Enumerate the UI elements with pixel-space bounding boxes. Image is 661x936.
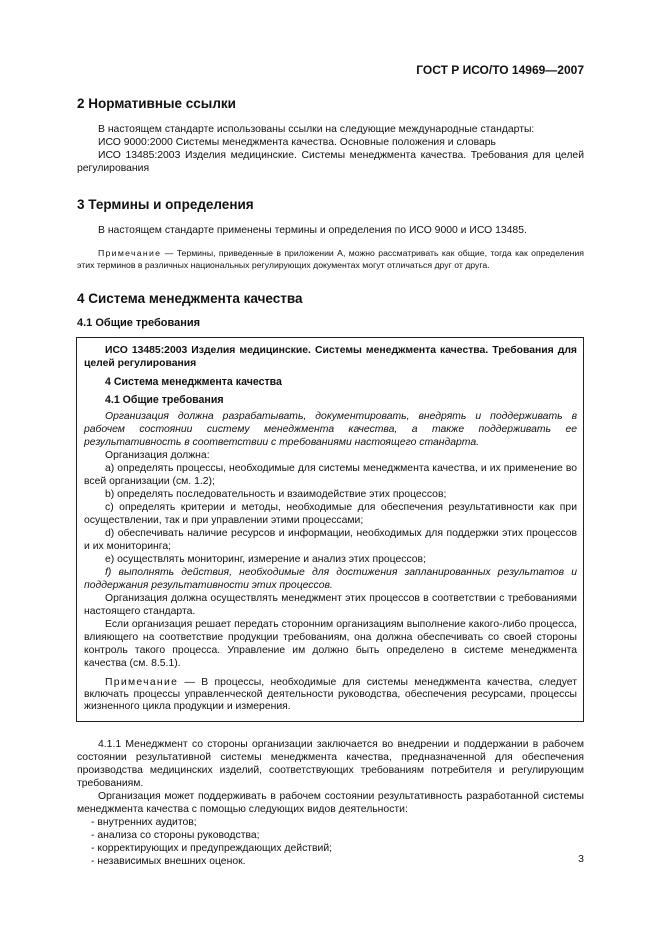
- box-item-e: e) осуществлять мониторинг, измерение и анализ этих процессов;: [105, 554, 426, 565]
- note-text: — Термины, приведенные в приложении А, можно рассматривать как общие, тогда как определения этих терминов в различных национальных регулирующих документах могут отличаться друг от друга.: [77, 248, 584, 270]
- list-item: - корректирующих и предупреждающих действий;: [91, 843, 333, 854]
- section-4-title: 4 Система менеджмента качества: [77, 291, 303, 306]
- box-note-label: Примечание: [105, 677, 179, 688]
- section-3-title: 3 Термины и определения: [77, 197, 254, 212]
- page-number: 3: [578, 853, 584, 865]
- box-manage-processes: Организация должна осуществлять менеджмент этих процессов в соответствии с требованиями настоящего стандарта.: [84, 593, 577, 617]
- activities-list: [77, 816, 584, 868]
- reference-iso-9000: ИСО 9000:2000 Системы менеджмента качества. Основные положения и словарь: [98, 137, 496, 148]
- box-item-d: d) обеспечивать наличие ресурсов и информации, необходимых для поддержки этих процессов и их мониторинга;: [84, 528, 577, 552]
- section-4-1-title: 4.1 Общие требования: [77, 317, 201, 329]
- box-item-f: f) выполнять действия, необходимые для достижения запланированных результатов и поддержания результативности этих процессов.: [84, 567, 577, 591]
- clause-4-1-1-activities: Организация может поддерживать в рабочем состоянии результативность разработанной системы менеджмента качества с помощью следующих видов деятельности:: [77, 791, 584, 815]
- box-note: [84, 677, 577, 713]
- section-2-title: 2 Нормативные ссылки: [77, 96, 236, 111]
- section-2-intro: В настоящем стандарте использованы ссылки на следующие международные стандарты:: [98, 124, 535, 135]
- section-3-text: В настоящем стандарте применены термины и определения по ИСО 9000 и ИСО 13485.: [98, 225, 527, 236]
- document-header: ГОСТ Р ИСО/ТО 14969—2007: [416, 63, 584, 77]
- list-item: - анализа со стороны руководства;: [91, 830, 260, 841]
- box-title: ИСО 13485:2003 Изделия медицинские. Системы менеджмента качества. Требования для целей регулирования: [84, 345, 577, 369]
- list-item: - внутренних аудитов;: [91, 817, 197, 828]
- page-content: [77, 90, 584, 868]
- box-heading-4: 4 Система менеджмента качества: [105, 376, 282, 388]
- box-italic-requirement: Организация должна разрабатывать, документировать, внедрять и поддерживать в рабочем состоянии систему менеджмента качества, а также поддерживать ее результативность в соответствии с требованиями настоящего стандарта.: [84, 411, 577, 448]
- list-item: - независимых внешних оценок.: [91, 856, 246, 867]
- section-3-note: [77, 247, 584, 271]
- box-item-a: a) определять процессы, необходимые для системы менеджмента качества, и их применение во всей организации (см. 1.2);: [84, 463, 577, 487]
- box-item-b: b) определять последовательность и взаимодействие этих процессов;: [105, 489, 447, 500]
- reference-iso-13485: ИСО 13485:2003 Изделия медицинские. Системы менеджмента качества. Требования для целей регулирования: [77, 150, 584, 174]
- clause-4-1-1: 4.1.1 Менеджмент со стороны организации заключается во внедрении и поддержании в рабочем состоянии результативной системы менеджмента качества, предназначенной для обеспечения производства медицинских изделий, соответствующих требованиям потребителя и регулирующим требованиям.: [77, 739, 584, 789]
- box-outsource: Если организация решает передать сторонним организациям выполнение какого-либо процесса, влияющего на соответствие продукции требованиям, она должна обеспечивать со своей стороны контроль такого процесса. Управление им должно быть определено в системе менеджмента качества (см. 8.5.1).: [84, 619, 577, 669]
- box-org-must: Организация должна:: [105, 450, 210, 461]
- box-note-text: — В процессы, необходимые для системы менеджмента качества, следует включать процессы управленческой деятельности руководства, обеспечения ресурсами, процессы жизненного цикла продукции и измерения.: [84, 677, 577, 712]
- note-label: Примечание: [98, 248, 162, 258]
- iso-13485-quote-box: [76, 337, 584, 722]
- box-item-c: c) определять критерии и методы, необходимые для обеспечения результативности как при осуществлении, так и при управлении этими процессами;: [84, 502, 577, 526]
- box-heading-4-1: 4.1 Общие требования: [105, 394, 224, 406]
